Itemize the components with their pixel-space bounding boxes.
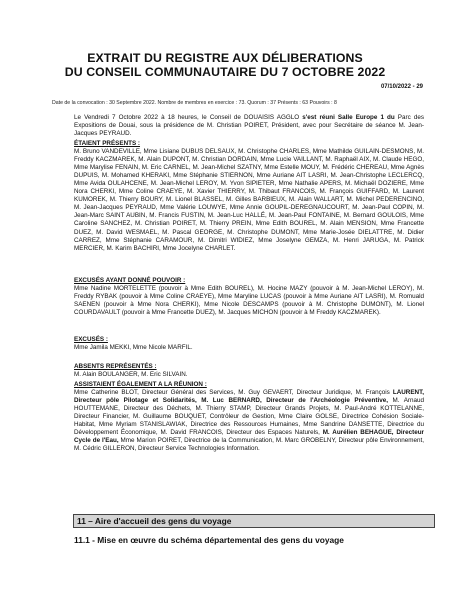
assistent-text-b: M. Arnaud HOUTTEMANE, Directeur des Déchets, M. Thierry STAMP, Directeur Grands Projets, M. Paul-André KOTTELANNE, Directeur Financier, M. Guillaume BOUQUET, Contrôleur de Gestion, Mme Claire GOLSE, Directrice Cohésion Sociale-Habitat, Mme Myriam STANISLAWIAK, Directrice des Ressources Humaines, Mme Sandrine DANSETTE, Directrice du Développement Économique, M. David FRANCOIS, Directeur des Espaces Naturels, — [74, 397, 425, 437]
excuses-pouvoir-section — [74, 277, 424, 317]
document-title-line2: DU CONSEIL COMMUNAUTAIRE DU 7 OCTOBRE 2022 — [64, 65, 386, 79]
present-section — [74, 140, 424, 253]
assistent-text-c: Mme Marion POIRET, Directrice de la Communication, M. Marc GROBELNY, Directeur pôle Environnement, M. Cédric GILLERON, Directeur Service Technologies Information. — [74, 437, 424, 453]
assistent-heading: ASSISTAIENT ÉGALEMENT A LA RÉUNION : — [74, 381, 207, 388]
intro-text-a: Le Vendredi 7 Octobre 2022 à 18 heures, le Conseil de DOUAISIS AGGLO — [74, 114, 303, 121]
assistent-text-a: Mme Catherine BLOT, Directeur Général des Services, M. Guy GEVAERT, Directeur Juridique, M. François — [74, 389, 393, 397]
document-title-line1: EXTRAIT DU REGISTRE AUX DÉLIBERATIONS — [87, 51, 363, 65]
excuses-heading: EXCUSÉS : — [74, 336, 108, 343]
absents-list: M. Alain BOULANGER, M. Eric SILVAIN. — [74, 371, 188, 379]
assistent-bold-1: LAURENT, Directeur pôle Pilotage et Solidarités, M. Luc BERNARD, Directeur de l'Archéologie Préventive, — [74, 389, 424, 405]
present-list: M. Bruno VANDEVILLE, Mme Lisiane DUBUS DELSAUX, M. Christophe CHARLES, Mme Mathilde GUILAIN-DESMONS, M. Freddy KACZMAREK, M. Alain DUPONT, M. Christian DORDAIN, Mme Lucie VAILLANT, M. Raphaël AIX, M. Claude HEGO, Mme Marylise FENAIN, M. Eric CARNEL, M. Jean-Michel SZATNY, Mme Estelle MOUY, M. Frédéric CHEREAU, Mme Agnès DUPUIS, M. Mohamed KHERAKI, Mme Stéphanie STIERNON, Mme Auriane AIT LASRI, M. Jean-Christophe LECLERCQ, Mme Avida OULAHCENE, M. Jean-Michel LEROY, M. Yvon SIPIETER, Mme Nathalie APERS, M. Michaël DOZIERE, Mme Nora CHERKI, Mme Coline CRAEYE, M. Xavier THIERRY, M. Thibaut FRANCOIS, M. François GUIFFARD, M. Laurent KUMOREK, M. Thierry BOURY, M. Lionel BLASSEL, M. Gilles BARBIEUX, M. Alain WALLART, M. Michel PEDERENCINO, M. Jean-Jacques PEYRAUD, Mme Valérie LOUWYE, Mme Annie GOUPIL-DEREGNAUCOURT, M. Jean-Paul COPIN, M. Jean-Marc SAINT AUBIN, M. Francis FUSTIN, M. Jean-Luc HALLÉ, M. Jean-Paul FONTAINE, M. Bernard GOULOIS, Mme Caroline SANCHEZ, M. Christian POIRET, M. Thierry PREIN, Mme Edith BOUREL, M. Alain MENSION, Mme Francette DUEZ, M. David WESMAEL, M. Pascal GEORGE, M. Christophe DUMONT, Mme Marie-Josée DIELATTRE, M. Didier CARREZ, Mme Stéphanie CARAMOUR, M. Dimitri WIDIEZ, Mme Joselyne GEMZA, M. Henri JARUGA, M. Patrick MERCIER, M. Karim BACHIRI, Mme Jocelyne CHARLET. — [74, 148, 424, 252]
deliberation-reference: 07/10/2022 - 29 — [380, 84, 423, 90]
section-subheading: 11.1 - Mise en œuvre du schéma départemental des gens du voyage — [74, 535, 344, 545]
convocation-meta: Date de la convocation : 30 Septembre 2022. Nombre de membres en exercice : 73. Quorum : 37 Présents : 63 Pouvoirs : 8 — [52, 100, 337, 106]
intro-text-bold: s'est réuni Salle Europe 1 du — [302, 114, 395, 121]
excuses-list: Mme Jamila MEKKI, Mme Nicole MARFIL. — [74, 344, 193, 352]
intro-text-b: Parc des Expositions de Douai, sous la présidence de M. Christian POIRET, Président, avec pour Secrétaire de séance M. Jean-Jacques PEYRAUD. — [74, 114, 424, 138]
excuses-section — [74, 336, 424, 352]
assistent-section — [74, 381, 424, 453]
excuses-pouvoir-list: Mme Nadine MORTELETTE (pouvoir à Mme Edith BOUREL), M. Hocine MAZY (pouvoir à M. Jean-Michel LEROY), M. Freddy RYBAK (pouvoir à Mme Coline CRAEYE), Mme Maryline LUCAS (pouvoir à Mme Auriane AIT LASRI), M. Romuald SAENEN (pouvoir à Mme Nora CHERKI), Mme Nicole DESCAMPS (pouvoir à M. Christophe DUMONT), M. Lionel COURDAVAULT (pouvoir à Mme Francette DUEZ), M. Jacques MICHON (pouvoir à M Freddy KACZMAREK). — [74, 285, 424, 317]
assistent-bold-2: M. Aurélien BEHAGUE, Directeur Cycle de l'Eau, — [74, 429, 424, 445]
present-heading: ÉTAIENT PRÉSENTS : — [74, 140, 141, 147]
absents-heading: ABSENTS REPRÉSENTÉS : — [74, 363, 157, 370]
section-heading-bar: 11 – Aire d'accueil des gens du voyage — [73, 514, 435, 528]
intro-paragraph — [74, 114, 424, 138]
absents-section — [74, 363, 424, 379]
excuses-pouvoir-heading: EXCUSÉS AYANT DONNÉ POUVOIR : — [74, 277, 186, 284]
